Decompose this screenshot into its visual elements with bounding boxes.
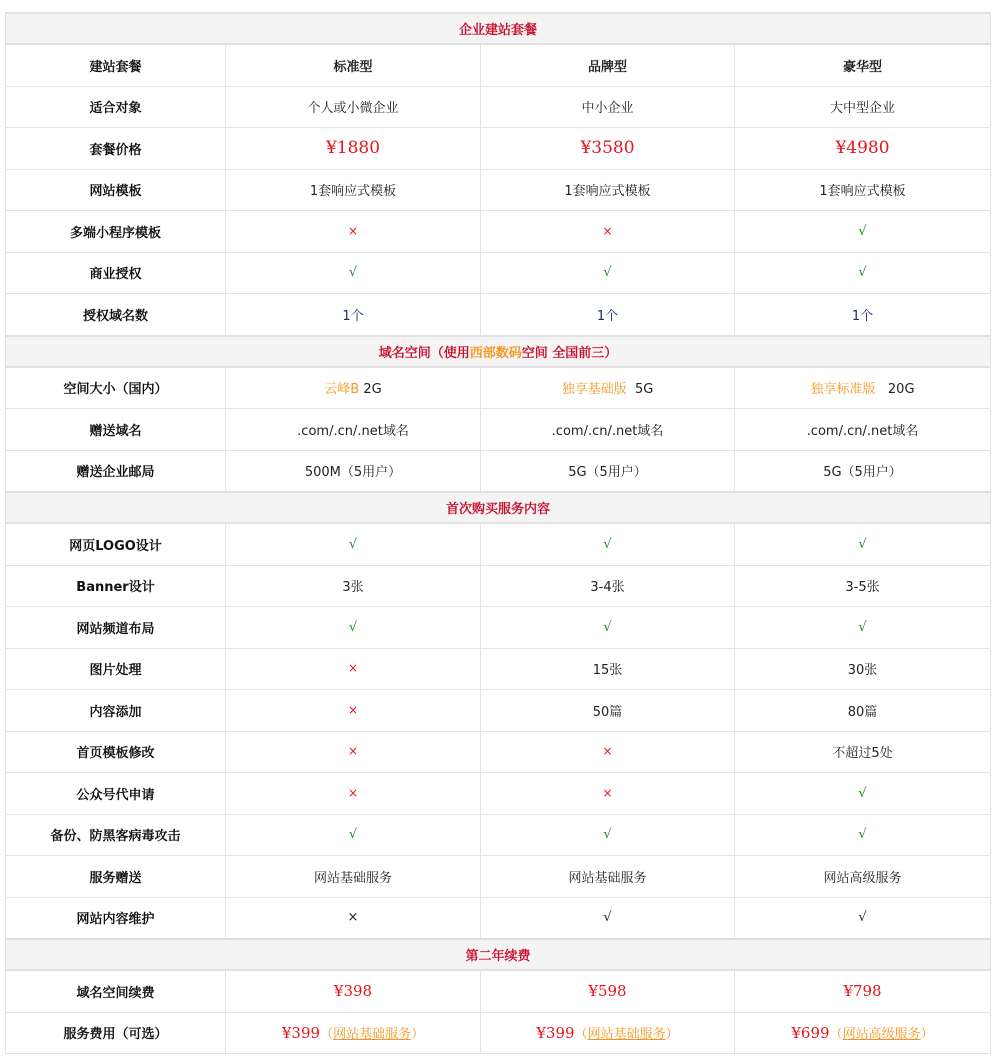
table-cell — [226, 128, 481, 170]
table-cell — [481, 409, 735, 451]
table-cell — [226, 169, 481, 211]
cell-text: 50篇 — [592, 704, 623, 720]
table-cell — [481, 970, 735, 1012]
cell-text: 网站基础服务 — [568, 870, 647, 886]
section-title — [6, 492, 991, 523]
pricing-table — [5, 12, 991, 1054]
price: ¥4980 — [835, 138, 890, 159]
table-cell — [735, 169, 991, 211]
cell-text: 云峰B — [324, 382, 360, 398]
table-cell — [735, 731, 991, 773]
cell-text: 5G（5用户） — [568, 465, 647, 481]
row-label: 空间大小（国内） — [6, 367, 226, 409]
table-cell — [481, 1012, 735, 1054]
cell-mark: √ — [858, 910, 867, 926]
row-label: 域名空间续费 — [6, 970, 226, 1012]
row-label: 授权域名数 — [6, 294, 226, 336]
table-row — [6, 211, 991, 253]
cell-text: ） — [665, 1027, 679, 1043]
check-icon: √ — [348, 536, 358, 552]
row-label: 赠送域名 — [6, 409, 226, 451]
table-cell — [226, 523, 481, 565]
cell-text: 1个 — [342, 308, 364, 324]
cell-mark: × — [347, 910, 359, 926]
row-label: 首页模板修改 — [6, 731, 226, 773]
check-icon: √ — [603, 827, 612, 843]
cell-text: 豪华型 — [843, 59, 883, 75]
cell-mark: × — [347, 744, 359, 759]
row-label: 适合对象 — [6, 86, 226, 128]
table-cell — [735, 294, 991, 336]
cell-mark: × — [347, 661, 359, 676]
table-row — [6, 856, 991, 898]
table-row — [6, 128, 991, 170]
table-cell — [735, 856, 991, 898]
price: ¥3580 — [580, 138, 635, 159]
cell-text: 5G（5用户） — [823, 465, 902, 481]
table-cell — [735, 523, 991, 565]
table-row — [6, 648, 991, 690]
cell-mark: √ — [603, 910, 612, 926]
row-label: 内容添加 — [6, 690, 226, 732]
table-cell — [735, 607, 991, 649]
table-row — [6, 1012, 991, 1054]
cell-text: 3-4张 — [590, 580, 625, 596]
table-cell — [226, 409, 481, 451]
table-row — [6, 252, 991, 294]
row-label: 网站内容维护 — [6, 897, 226, 939]
cell-text: 独享标准版 — [810, 382, 876, 398]
table-row — [6, 607, 991, 649]
cell-text: 标准型 — [333, 59, 373, 75]
table-cell — [481, 565, 735, 607]
table-row — [6, 86, 991, 128]
row-label: 图片处理 — [6, 648, 226, 690]
table-cell — [226, 897, 481, 939]
table-cell — [735, 44, 991, 86]
cell-mark: × — [347, 785, 359, 800]
check-icon: √ — [348, 827, 358, 843]
cell-text: 20G — [875, 382, 915, 398]
table-cell — [481, 773, 735, 815]
table-cell — [226, 211, 481, 253]
cell-mark: × — [347, 702, 359, 717]
row-label: 商业授权 — [6, 252, 226, 294]
check-icon: √ — [858, 827, 867, 843]
table-cell — [226, 294, 481, 336]
cell-text: 大中型企业 — [830, 101, 896, 117]
cell-text: .com/.cn/.net域名 — [297, 423, 409, 439]
row-label: 赠送企业邮局 — [6, 450, 226, 492]
table-row — [6, 294, 991, 336]
table-cell — [481, 897, 735, 939]
table-cell — [481, 86, 735, 128]
section-title-part: 西部数码 — [469, 345, 522, 361]
table-cell — [226, 773, 481, 815]
table-cell — [735, 970, 991, 1012]
table-cell — [226, 1012, 481, 1054]
section-title-part: 空间 全国前三） — [521, 345, 618, 361]
cell-text: 15张 — [592, 663, 623, 679]
cell-text: 3-5张 — [845, 580, 880, 596]
table-cell — [735, 648, 991, 690]
cell-text: （ — [829, 1027, 843, 1043]
table-cell — [481, 128, 735, 170]
table-row — [6, 897, 991, 939]
row-label: Banner设计 — [6, 565, 226, 607]
cell-mark: × — [347, 223, 359, 238]
cell-text: 个人或小微企业 — [307, 101, 399, 117]
section-title — [6, 939, 991, 970]
table-row — [6, 773, 991, 815]
table-cell — [735, 409, 991, 451]
table-cell — [481, 814, 735, 856]
cell-text: 5G — [626, 382, 654, 398]
cell-text: 品牌型 — [587, 59, 627, 75]
cell-text: ） — [920, 1027, 934, 1043]
section-header — [6, 336, 991, 367]
table-cell — [735, 128, 991, 170]
table-row — [6, 690, 991, 732]
section-header — [6, 13, 991, 44]
table-cell — [226, 607, 481, 649]
cell-text: 30张 — [847, 663, 878, 679]
service-link[interactable]: 网站高级服务 — [842, 1027, 921, 1043]
service-link[interactable]: 网站基础服务 — [587, 1027, 666, 1043]
section-header — [6, 939, 991, 970]
table-cell — [735, 450, 991, 492]
table-row — [6, 814, 991, 856]
table-cell — [481, 450, 735, 492]
table-cell — [226, 86, 481, 128]
table-cell — [481, 169, 735, 211]
cell-text: （ — [574, 1027, 588, 1043]
pricing-table-body — [6, 13, 991, 1054]
table-cell — [226, 367, 481, 409]
row-label: 服务赠送 — [6, 856, 226, 898]
section-title — [6, 336, 991, 367]
check-icon: √ — [603, 536, 612, 552]
table-cell — [735, 211, 991, 253]
row-label: 套餐价格 — [6, 128, 226, 170]
table-cell — [735, 773, 991, 815]
check-icon: √ — [858, 223, 867, 239]
cell-mark: × — [602, 785, 613, 800]
table-cell — [226, 648, 481, 690]
cell-text: 网站高级服务 — [823, 870, 902, 886]
table-cell — [226, 970, 481, 1012]
check-icon: √ — [603, 265, 612, 281]
section-title-part: 企业建站套餐 — [459, 23, 538, 38]
row-label: 网站频道布局 — [6, 607, 226, 649]
price: ¥1880 — [325, 138, 381, 159]
row-label: 多端小程序模板 — [6, 211, 226, 253]
cell-text: 500M（5用户） — [304, 465, 402, 481]
section-title — [6, 13, 991, 44]
section-header — [6, 492, 991, 523]
cell-text: .com/.cn/.net域名 — [806, 423, 919, 439]
table-cell — [481, 690, 735, 732]
price: ¥598 — [588, 982, 627, 1001]
check-icon: √ — [858, 785, 867, 801]
check-icon: √ — [348, 265, 358, 281]
cell-text: （ — [320, 1027, 334, 1043]
table-cell — [481, 367, 735, 409]
check-icon: √ — [603, 619, 612, 635]
table-cell — [481, 607, 735, 649]
table-cell — [481, 252, 735, 294]
row-label: 网页LOGO设计 — [6, 523, 226, 565]
table-cell — [735, 252, 991, 294]
cell-text: 1个 — [851, 308, 874, 324]
cell-text: 1个 — [596, 308, 619, 324]
price: ¥399 — [281, 1024, 321, 1043]
table-cell — [226, 731, 481, 773]
table-row — [6, 731, 991, 773]
table-cell — [481, 44, 735, 86]
row-label: 网站模板 — [6, 169, 226, 211]
section-title-part: 首次购买服务内容 — [446, 502, 551, 517]
row-label: 建站套餐 — [6, 44, 226, 86]
cell-text: 1套响应式模板 — [564, 184, 651, 200]
table-cell — [735, 1012, 991, 1054]
table-cell — [481, 211, 735, 253]
table-cell — [481, 648, 735, 690]
table-cell — [226, 252, 481, 294]
check-icon: √ — [858, 265, 867, 281]
section-title-part: 第二年续费 — [465, 949, 531, 964]
table-cell — [735, 897, 991, 939]
table-cell — [735, 690, 991, 732]
table-row — [6, 450, 991, 492]
cell-text: .com/.cn/.net域名 — [551, 423, 664, 439]
cell-mark: × — [602, 223, 613, 238]
cell-text: 不超过5处 — [832, 746, 893, 762]
check-icon: √ — [348, 619, 358, 635]
table-row — [6, 169, 991, 211]
check-icon: √ — [858, 536, 867, 552]
table-cell — [481, 731, 735, 773]
row-label: 公众号代申请 — [6, 773, 226, 815]
table-row — [6, 565, 991, 607]
price: ¥399 — [536, 1024, 575, 1043]
cell-text: 网站基础服务 — [313, 870, 392, 886]
table-cell — [481, 523, 735, 565]
cell-mark: × — [602, 744, 613, 759]
section-title-part: 域名空间（使用 — [378, 345, 470, 361]
table-cell — [481, 294, 735, 336]
row-label: 服务费用（可选） — [6, 1012, 226, 1054]
table-cell — [735, 86, 991, 128]
cell-text: ） — [411, 1027, 425, 1043]
cell-text: 独享基础版 — [561, 382, 627, 398]
table-row — [6, 970, 991, 1012]
table-cell — [735, 367, 991, 409]
table-cell — [226, 44, 481, 86]
service-link[interactable]: 网站基础服务 — [333, 1027, 412, 1043]
row-label: 备份、防黑客病毒攻击 — [6, 814, 226, 856]
cell-text: 2G — [359, 382, 382, 398]
table-cell — [226, 814, 481, 856]
cell-text: 1套响应式模板 — [309, 184, 397, 200]
cell-text: 3张 — [342, 580, 364, 596]
table-cell — [226, 450, 481, 492]
table-row — [6, 409, 991, 451]
table-cell — [735, 565, 991, 607]
table-cell — [226, 856, 481, 898]
table-cell — [226, 690, 481, 732]
table-row — [6, 523, 991, 565]
cell-text: 80篇 — [847, 704, 878, 720]
table-cell — [226, 565, 481, 607]
price: ¥798 — [843, 982, 882, 1001]
table-cell — [735, 814, 991, 856]
cell-text: 1套响应式模板 — [819, 184, 906, 200]
check-icon: √ — [858, 619, 867, 635]
table-row — [6, 44, 991, 86]
cell-text: 中小企业 — [581, 101, 634, 117]
table-row — [6, 367, 991, 409]
table-cell — [481, 856, 735, 898]
price: ¥699 — [791, 1024, 830, 1043]
price: ¥398 — [333, 982, 373, 1001]
